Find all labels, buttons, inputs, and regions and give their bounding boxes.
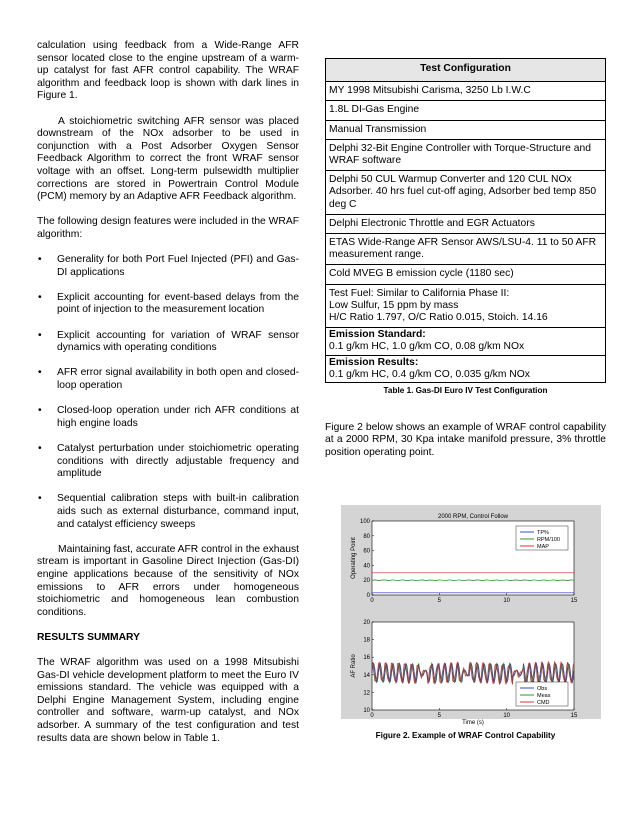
fuel-line: Low Sulfur, 15 ppm by mass <box>329 299 459 311</box>
emission-results-label: Emission Results: <box>329 356 419 368</box>
paragraph-stoichiometric: A stoichiometric switching AFR sensor was placed downstream of the NOx adsorber to be used in conjunction with a Post Adsorber Oxygen Sensor Feedback Algorithm to correct the front WRAF sensor voltage with an offset. Long-term pulsewidth multiplier corrections are stored in Powertrain Control Module (PCM) memory by an Adaptive AFR Feedback algorithm. <box>37 115 299 203</box>
table-caption: Table 1. Gas-DI Euro IV Test Configuration <box>383 386 548 396</box>
bullet-icon: • <box>38 493 42 505</box>
bullet-icon: • <box>38 405 42 417</box>
x-tick-label: 15 <box>570 598 578 604</box>
design-feature-list <box>37 254 299 531</box>
emission-results-value: 0.1 g/km HC, 0.4 g/km CO, 0.035 g/km NOx <box>329 368 530 380</box>
table-row-text: ETAS Wide-Range AFR Sensor AWS/LSU-4. 11 to 50 AFR measurement range. <box>329 237 597 261</box>
emission-standard-label: Emission Standard: <box>329 329 426 341</box>
y-axis-label: Operating Point <box>351 537 357 579</box>
test-configuration-table <box>325 58 606 383</box>
table-row-text: Manual Transmission <box>329 123 427 135</box>
y-tick-label: 10 <box>363 708 370 714</box>
y-tick-label: 40 <box>363 563 370 570</box>
table-row-text: MY 1998 Mitsubishi Carisma, 3250 Lb I.W.C <box>329 85 531 97</box>
bullet-text: Closed-loop operation under rich AFR conditions at high engine loads <box>57 405 299 429</box>
bullet-icon: • <box>38 443 42 454</box>
bullet-icon: • <box>38 367 42 379</box>
bullet-text: Catalyst perturbation under stoichiometric operating conditions with directly adjustable frequency and amplitude <box>57 443 299 480</box>
emission-standard-value: 0.1 g/km HC, 1.0 g/km CO, 0.08 g/km NOx <box>329 341 525 353</box>
y-tick-label: 18 <box>363 637 370 644</box>
bullet-icon: • <box>38 329 42 341</box>
figure-2-plot <box>341 505 601 726</box>
table-cell <box>326 120 606 139</box>
bullet-item <box>37 292 299 317</box>
table-cell <box>326 284 606 328</box>
bullet-icon: • <box>38 254 42 266</box>
table-cell <box>326 82 606 101</box>
bullet-item <box>37 493 299 531</box>
bullet-icon: • <box>38 291 42 303</box>
y-tick-label: 20 <box>363 620 370 626</box>
bullet-text: Explicit accounting for event-based delays from the point of injection to the measurement location <box>57 291 299 316</box>
results-summary-heading: RESULTS SUMMARY <box>37 631 140 643</box>
figure-2-svg <box>341 505 601 726</box>
legend-label: Meas <box>537 693 551 699</box>
table-cell <box>326 355 606 382</box>
x-tick-label: 5 <box>437 713 442 719</box>
x-tick-label: 0 <box>370 598 374 604</box>
y-tick-label: 100 <box>359 519 370 525</box>
table-cell <box>326 171 606 215</box>
x-tick-label: 10 <box>503 713 511 719</box>
bullet-item <box>37 330 299 355</box>
bullet-item <box>37 367 299 392</box>
table-header: Test Configuration <box>326 59 606 82</box>
bullet-text: Generality for both Port Fuel Injected (PFI) and Gas-DI applications <box>57 254 299 278</box>
table-row-text: Delphi Electronic Throttle and EGR Actuators <box>329 217 535 229</box>
x-tick-label: 15 <box>570 713 578 719</box>
bullet-item <box>37 443 299 481</box>
table-row-text: Delphi 50 CUL Warmup Converter and 120 CUL NOx Adsorber. 40 hrs fuel cut-off aging, Adsorber bed temp 850 deg C <box>329 174 597 210</box>
table-row-text: Cold MVEG B emission cycle (1180 sec) <box>329 268 514 280</box>
x-tick-label: 10 <box>503 598 511 604</box>
table-cell <box>326 265 606 284</box>
x-tick-label: 5 <box>437 598 442 604</box>
legend-label: TP% <box>537 530 549 536</box>
y-tick-label: 16 <box>363 655 370 662</box>
table-cell <box>326 214 606 233</box>
y-tick-label: 14 <box>363 672 370 679</box>
table-cell <box>326 234 606 265</box>
paragraph-intro: calculation using feedback from a Wide-Range AFR sensor located close to the engine upstream of a warm-up catalyst for fast AFR control capability. The WRAF algorithm and feedback loop is shown with dark lines in Figure 1. <box>37 40 299 102</box>
paragraph-maintaining: Maintaining fast, accurate AFR control in the exhaust stream is important in Gasoline Direct Injection (Gas-DI) engine applications because of the sensitivity of NOx emissions to AFR errors under homogeneous stoichiometric and homogeneous lean combustion conditions. <box>37 543 299 618</box>
y-tick-label: 80 <box>363 533 370 540</box>
x-tick-label: 0 <box>370 713 374 719</box>
table-row-text: 1.8L DI-Gas Engine <box>329 104 420 116</box>
paragraph-results: The WRAF algorithm was used on a 1998 Mitsubishi Gas-DI vehicle development platform to meet the Euro IV emissions standard. The vehicle was equipped with a Delphi Engine Management System, including engine controller and software, warm-up catalyst, and NOx adsorber. A summary of the test configuration and test results data are shown below in Table 1. <box>37 657 299 744</box>
y-tick-label: 12 <box>363 690 370 697</box>
paragraph-figure2: Figure 2 below shows an example of WRAF control capability at a 2000 RPM, 30 Kpa intake manifold pressure, 3% throttle position operating point. <box>325 421 606 458</box>
table-cell <box>326 139 606 170</box>
paragraph-design-features: The following design features were included in the WRAF algorithm: <box>37 216 299 240</box>
chart-title: 2000 RPM, Control Follow <box>437 514 509 520</box>
legend-label: CMD <box>537 700 550 706</box>
y-axis-label: AF Ratio <box>351 654 357 678</box>
y-tick-label: 60 <box>363 548 370 555</box>
figure-caption: Figure 2. Example of WRAF Control Capability <box>375 731 556 740</box>
right-column <box>325 58 606 459</box>
fuel-line: Test Fuel: Similar to California Phase II: <box>329 287 510 299</box>
legend-label: MAP <box>537 544 549 550</box>
y-tick-label: 0 <box>366 593 370 599</box>
left-column <box>37 40 299 745</box>
bullet-item <box>37 405 299 430</box>
table-cell <box>326 101 606 120</box>
x-axis-label: Time (s) <box>462 720 484 726</box>
table-cell <box>326 328 606 355</box>
legend-label: Obs <box>537 686 548 692</box>
table-row-text: Delphi 32-Bit Engine Controller with Torque-Structure and WRAF software <box>329 142 591 167</box>
fuel-line: H/C Ratio 1.797, O/C Ratio 0.015, Stoich. 14.16 <box>329 312 548 324</box>
bullet-text: Sequential calibration steps with built-in calibration aids such as external disturbance, command input, and catalyst efficiency sweeps <box>57 493 299 530</box>
legend-label: RPM/100 <box>537 537 560 543</box>
y-tick-label: 20 <box>363 578 370 585</box>
bullet-text: Explicit accounting for variation of WRAF sensor dynamics with operating conditions <box>57 329 299 354</box>
bullet-text: AFR error signal availability in both open and closed-loop operation <box>57 367 299 392</box>
bullet-item <box>37 254 299 279</box>
